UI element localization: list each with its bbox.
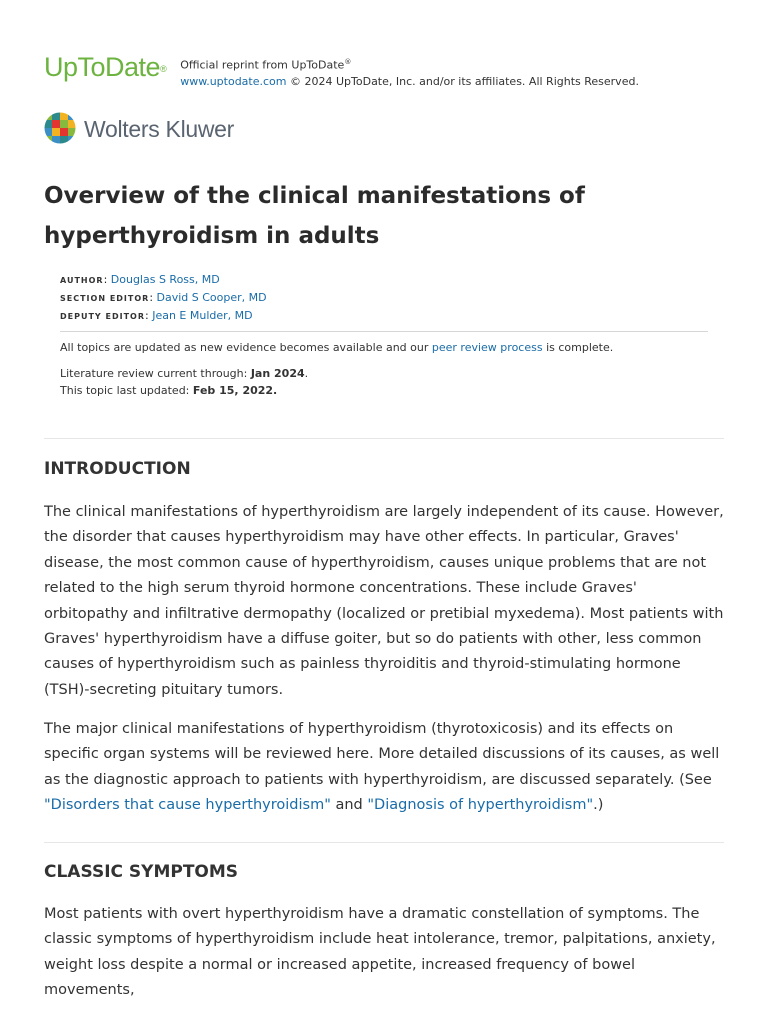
introduction-paragraph-1: The clinical manifestations of hyperthyroidism are largely independent of its cause. However, the disorder that causes hyperthyroidism may have other effects. In particular, Graves' disease, the most common cause of hyperthyroidism, causes unique problems that are not related to the high serum thyroid hormone concentrations. These include Graves' orbitopathy and infiltrative dermopathy (localized or pretibial myxedema). Most patients with Graves' hyperthyroidism have a diffuse goiter, but so do patients with other, less common causes of hyperthyroidism such as painless thyroiditis and thyroid-stimulating hormone (TSH)-secreting pituitary tumors. — [44, 504, 724, 698]
deputy-editor-link[interactable]: Jean E Mulder, MD — [152, 309, 253, 322]
section-editor-link[interactable]: David S Cooper, MD — [156, 291, 267, 304]
section-editor-role: SECTION EDITOR — [60, 294, 150, 303]
section-editor-row: SECTION EDITOR: David S Cooper, MD — [60, 291, 267, 304]
section-divider — [44, 438, 724, 439]
review-dates — [60, 365, 308, 399]
introduction-paragraph-2: The major clinical manifestations of hyperthyroidism (thyrotoxicosis) and its effects on specific organ systems will be reviewed here. More detailed discussions of its causes, as well as the diagnostic approach to patients with hyperthyroidism, are discussed separately. (See "Disorders that cause hyperthyroidism" and "Diagnosis of hyperthyroidism".) — [44, 721, 720, 814]
wolters-kluwer-logo — [44, 112, 234, 146]
uptodate-site-link[interactable]: www.uptodate.com — [180, 74, 287, 88]
update-note: All topics are updated as new evidence becomes available and our peer review process is complete. — [60, 341, 614, 354]
classic-symptoms-paragraph: Most patients with overt hyperthyroidism have a dramatic constellation of symptoms. The classic symptoms of hyperthyroidism include heat intolerance, tremor, palpitations, anxiety, weight loss despite a normal or increased appetite, increased frequency of bowel movements, — [44, 906, 716, 999]
peer-review-link[interactable]: peer review process — [431, 341, 543, 354]
author-role: AUTHOR — [60, 276, 104, 285]
author-link[interactable]: Douglas S Ross, MD — [110, 273, 220, 286]
disorders-hyperthyroidism-link[interactable]: "Disorders that cause hyperthyroidism" — [44, 797, 331, 814]
copyright-text: © 2024 UpToDate, Inc. and/or its affiliates. All Rights Reserved. — [286, 74, 639, 88]
publisher-name: Wolters Kluwer — [84, 115, 235, 142]
article-title: Overview of the clinical manifestations of hyperthyroidism in adults — [44, 183, 585, 249]
section-divider — [44, 842, 724, 843]
uptodate-logo[interactable]: UpToDate® — [44, 52, 167, 82]
classic-symptoms-heading: CLASSIC SYMPTOMS — [44, 862, 239, 882]
last-updated-date: This topic last updated: Feb 15, 2022. — [60, 384, 278, 397]
author-row: AUTHOR: Douglas S Ross, MD — [60, 273, 220, 286]
reprint-notice: Official reprint from UpToDate® www.uptodate.com © 2024 UpToDate, Inc. and/or its affiliates. All Rights Reserved. — [180, 58, 639, 88]
reprint-line: Official reprint from UpToDate — [180, 58, 345, 72]
introduction-heading: INTRODUCTION — [44, 459, 191, 479]
literature-review-date: Literature review current through: Jan 2024. — [60, 367, 309, 380]
divider — [60, 331, 708, 332]
author-list — [60, 271, 267, 325]
wolters-kluwer-mosaic-icon — [44, 112, 78, 146]
reprint-header — [44, 52, 639, 90]
diagnosis-hyperthyroidism-link[interactable]: "Diagnosis of hyperthyroidism" — [367, 797, 594, 814]
deputy-editor-row: DEPUTY EDITOR: Jean E Mulder, MD — [60, 309, 253, 322]
deputy-editor-role: DEPUTY EDITOR — [60, 312, 145, 321]
